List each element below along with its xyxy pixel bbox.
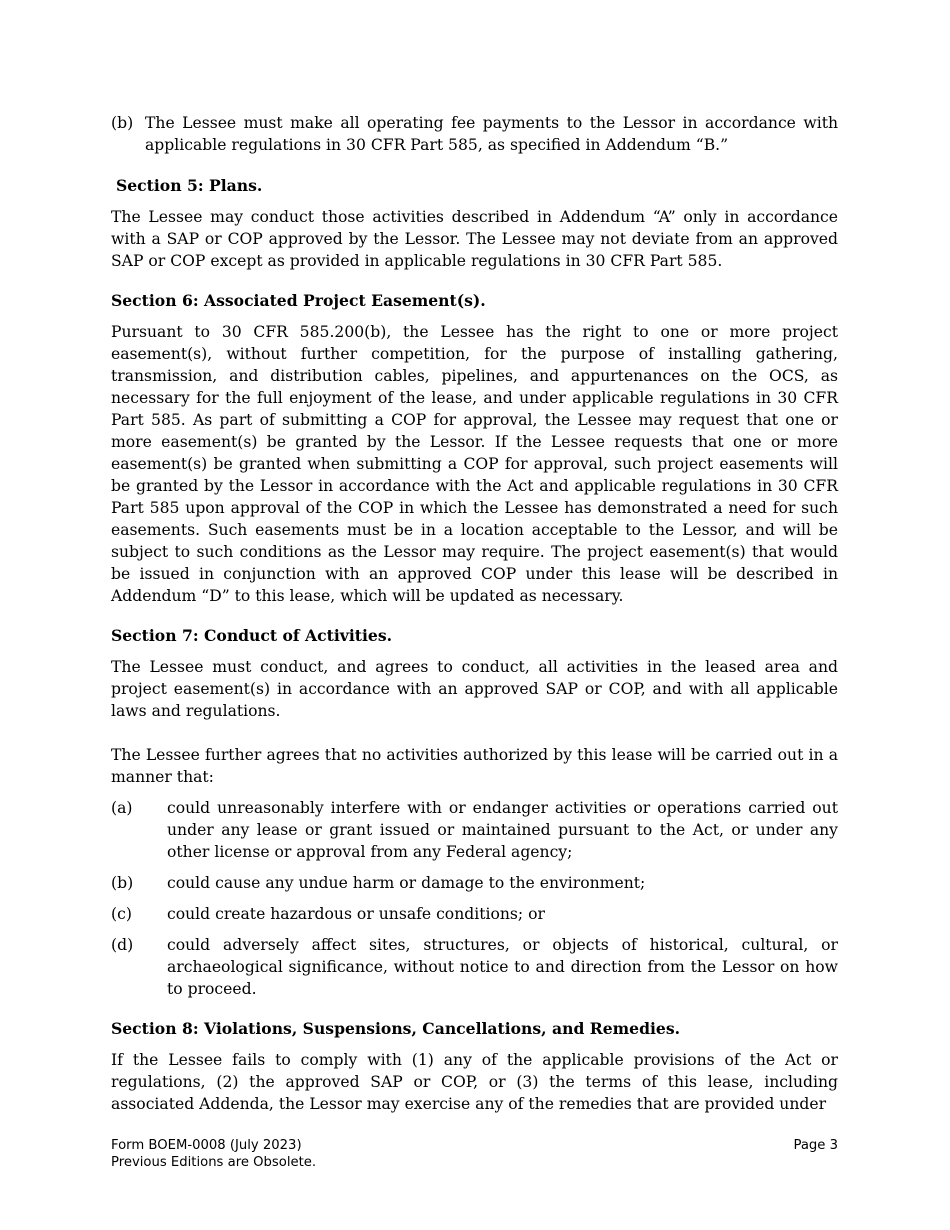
list-text: could create hazardous or unsafe conditions; or bbox=[167, 905, 545, 923]
document-page bbox=[111, 112, 838, 1115]
section-6-heading: Section 6: Associated Project Easement(s). bbox=[111, 291, 486, 310]
section-5-body: The Lessee may conduct those activities described in Addendum “A” only in accordance with a SAP or COP approved by the Lessor. The Lessee may not deviate from an approved SAP or COP except as provided in applicable regulations in 30 CFR Part 585. bbox=[111, 208, 838, 270]
section-7-heading: Section 7: Conduct of Activities. bbox=[111, 626, 393, 645]
page-number: Page 3 bbox=[793, 1138, 838, 1153]
list-label: (c) bbox=[111, 905, 132, 923]
list-item-b bbox=[111, 872, 838, 894]
obsolete-note: Previous Editions are Obsolete. bbox=[111, 1155, 317, 1170]
list-label: (d) bbox=[111, 936, 134, 954]
page-footer bbox=[111, 1137, 838, 1171]
list-label: (b) bbox=[111, 874, 134, 892]
section-5-heading: Section 5: Plans. bbox=[116, 176, 263, 195]
list-label: (a) bbox=[111, 799, 133, 817]
form-number: Form BOEM-0008 (July 2023) bbox=[111, 1138, 302, 1153]
list-item-d bbox=[111, 934, 838, 1000]
section-8-body: If the Lessee fails to comply with (1) any of the applicable provisions of the Act or regulations, (2) the approved SAP or COP, or (3) the terms of this lease, including associated Addenda, the Lessor may exercise any of the remedies that are provided under bbox=[111, 1051, 838, 1113]
list-item-c bbox=[111, 903, 838, 925]
list-text: The Lessee must make all operating fee payments to the Lessor in accordance with applicable regulations in 30 CFR Part 585, as specified in Addendum “B.” bbox=[145, 114, 838, 154]
section-6-body: Pursuant to 30 CFR 585.200(b), the Lessee has the right to one or more project easement(s), without further competition, for the purpose of installing gathering, transmission, and distribution cables, pipelines, and appurtenances on the OCS, as necessary for the full enjoyment of the lease, and under applicable regulations in 30 CFR Part 585. As part of submitting a COP for approval, the Lessee may request that one or more easement(s) be granted by the Lessor. If the Lessee requests that one or more easement(s) be granted when submitting a COP for approval, such project easements will be granted by the Lessor in accordance with the Act and applicable regulations in 30 CFR Part 585 upon approval of the COP in which the Lessee has demonstrated a need for such easements. Such easements must be in a location acceptable to the Lessor, and will be subject to such conditions as the Lessor may require. The project easement(s) that would be issued in conjunction with an approved COP under this lease will be described in Addendum “D” to this lease, which will be updated as necessary. bbox=[111, 323, 838, 605]
section-8-heading: Section 8: Violations, Suspensions, Cancellations, and Remedies. bbox=[111, 1019, 681, 1038]
list-item-a bbox=[111, 797, 838, 863]
list-text: could unreasonably interfere with or endanger activities or operations carried out under any lease or grant issued or maintained pursuant to the Act, or under any other license or approval from any Federal agency; bbox=[167, 799, 838, 861]
list-text: could cause any undue harm or damage to the environment; bbox=[167, 874, 646, 892]
section-7-body-1: The Lessee must conduct, and agrees to conduct, all activities in the leased area and project easement(s) in accordance with an approved SAP or COP, and with all applicable laws and regulations. bbox=[111, 658, 838, 720]
list-label: (b) bbox=[111, 114, 134, 132]
section-7-body-2: The Lessee further agrees that no activities authorized by this lease will be carried out in a manner that: bbox=[111, 746, 838, 786]
list-text: could adversely affect sites, structures, or objects of historical, cultural, or archaeological significance, without notice to and direction from the Lessor on how to proceed. bbox=[167, 936, 838, 998]
list-item-b bbox=[111, 112, 838, 156]
